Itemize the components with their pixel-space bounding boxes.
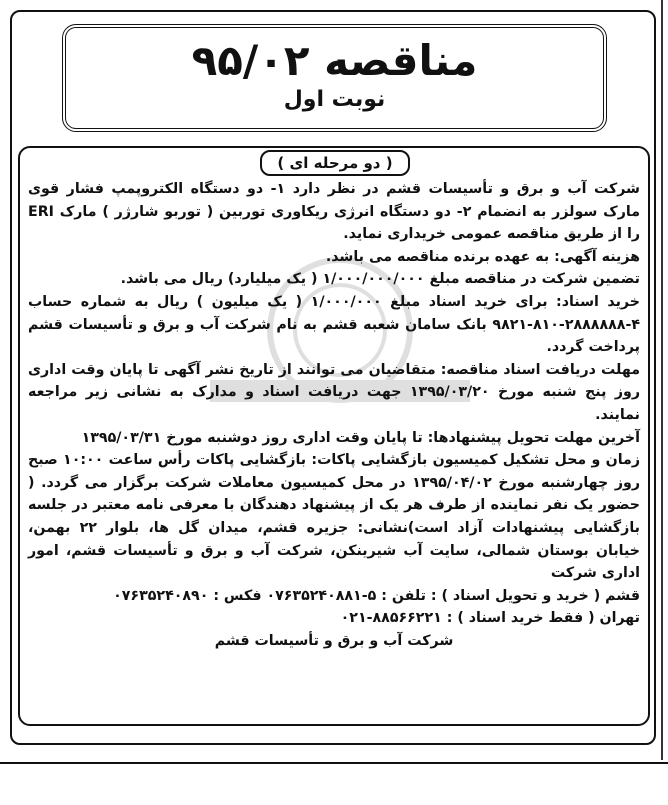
paragraph-document-purchase: خرید اسناد: برای خرید اسناد مبلغ ۱/۰۰۰/۰۰۰ ( یک میلیون ) ریال به شماره حساب ۴-۲۸۸۸۸۸۸-۸۱۰-۹۸۲۱ بانک سامان شعبه قشم به نام شرکت آب و برق و تأسیسات قشم پرداخت گردد. <box>28 293 640 356</box>
tender-round: نوبت اول <box>283 87 386 112</box>
tender-header <box>62 24 607 132</box>
paragraph-opening-session: زمان و محل تشکیل کمیسیون بازگشایی پاکات: بازگشایی پاکات رأس ساعت ۱۰:۰۰ صبح روز چهارشنبه مورخ ۱۳۹۵/۰۴/۰۲ در محل کمیسیون معاملات شرکت برگزار می گردد. ( حضور یک نفر نماینده از طرف هر یک از پیشنهاد دهندگان با معرفی نامه معتبر در جلسه بازگشایی پیشنهادات آزاد است)نشانی: جزیره قشم، میدان گل ها، بلوار ۲۲ بهمن، خیابان بوستان شمالی، سایت آب شیرینکن، شرکت آب و برق و تأسیسات قشم، امور اداری شرکت <box>28 452 640 582</box>
paragraph-intro: شرکت آب و برق و تأسیسات قشم در نظر دارد ۱- دو دستگاه الکتروپمپ فشار قوی مارک سولزر به انضمام ۲- دو دستگاه انرژی ریکاوری توربین ( توربو شارژر ) مارک ERI را از طریق مناقصه عمومی خریداری نماید. <box>28 181 640 243</box>
paragraph-qeshm-contact: قشم ( خرید و تحویل اسناد ) : تلفن : ۵-۰۷۶۳۵۲۴۰۸۸۱ فکس : ۰۷۶۳۵۲۴۰۸۹۰ <box>113 587 640 604</box>
tender-title: مناقصه ۹۵/۰۲ <box>191 36 478 85</box>
stage-badge: ( دو مرحله ای ) <box>260 150 410 176</box>
paragraph-document-deadline: مهلت دریافت اسناد مناقصه: متقاضیان می توانند از تاریخ نشر آگهی تا پایان وقت اداری روز پنج شنبه مورخ ۱۳۹۵/۰۳/۲۰ جهت دریافت اسناد و مدارک به نشانی زیر مراجعه نمایند. <box>28 361 640 423</box>
paragraph-submission-deadline: آخرین مهلت تحویل پیشنهادها: تا پایان وقت اداری روز دوشنبه مورخ ۱۳۹۵/۰۳/۳۱ <box>81 429 640 446</box>
paragraph-guarantee: تضمین شرکت در مناقصه مبلغ ۱/۰۰۰/۰۰۰/۰۰۰ ( یک میلیارد) ریال می باشد. <box>120 271 640 288</box>
paragraph-ad-cost: هزینه آگهی: به عهده برنده مناقصه می باشد. <box>325 248 640 265</box>
bottom-divider <box>0 762 668 764</box>
company-signature: شرکت آب و برق و تأسیسات قشم <box>214 632 454 649</box>
page-edge-rule <box>661 0 663 760</box>
announcement-text <box>28 178 640 652</box>
paragraph-tehran-contact: تهران ( فقط خرید اسناد ) : ۸۸۵۶۶۲۲۱-۰۲۱ <box>340 610 640 627</box>
